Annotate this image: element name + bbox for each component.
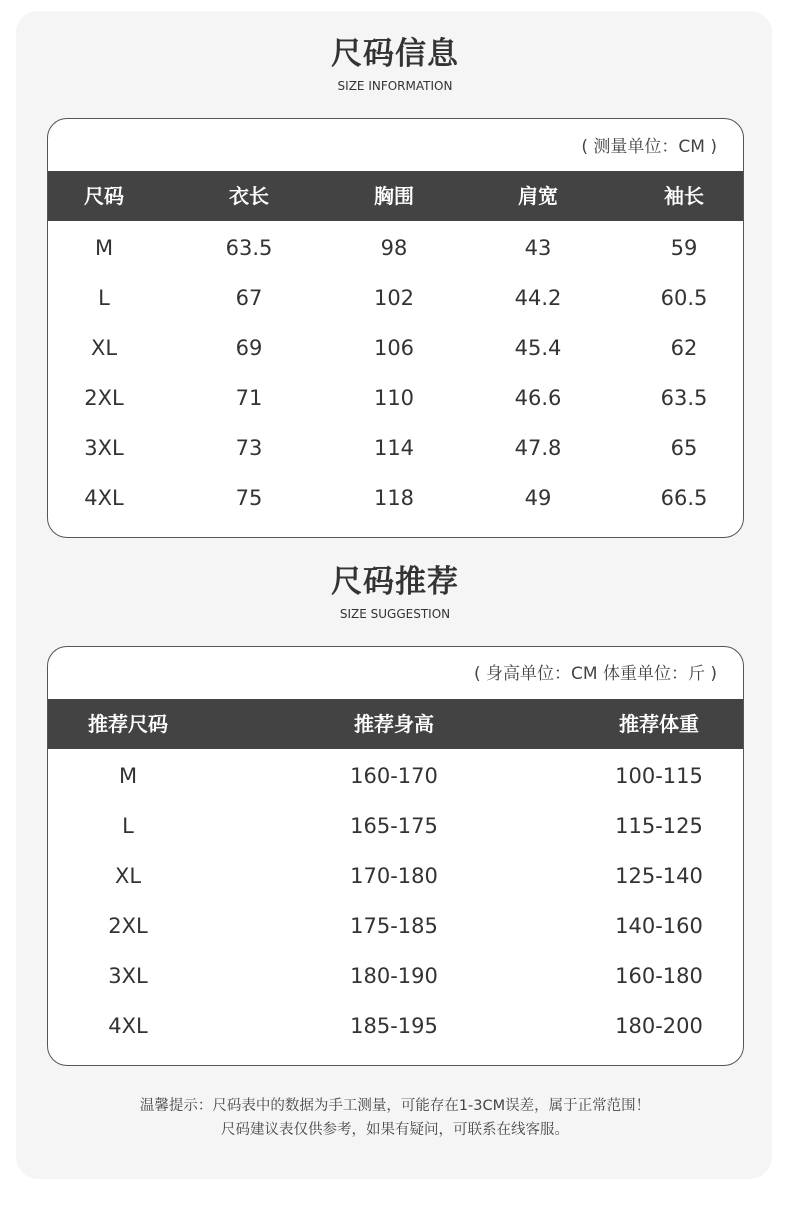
table-row (48, 473, 743, 523)
cell-length: 69 (235, 336, 263, 360)
tip-line-2: 尺码建议表仅供参考，如果有疑问，可联系在线客服。 (221, 1122, 569, 1138)
cell-size: 3XL (84, 436, 124, 460)
cell-shoulder: 46.6 (514, 386, 562, 410)
cell-chest: 106 (373, 336, 415, 360)
cell-length: 73 (235, 436, 263, 460)
cell-size: 4XL (108, 1014, 148, 1038)
cell-chest: 110 (373, 386, 415, 410)
cell-chest: 102 (373, 286, 415, 310)
column-header-recommended-size: 推荐尺码 (88, 712, 168, 736)
cell-size: 3XL (108, 964, 148, 988)
table-row (48, 373, 743, 423)
column-header-chest: 胸围 (374, 184, 414, 208)
cell-sleeve: 59 (670, 236, 698, 260)
cell-size: XL (114, 864, 142, 888)
cell-sleeve: 66.5 (660, 486, 708, 510)
table-row (48, 323, 743, 373)
cell-weight: 115-125 (615, 814, 703, 838)
size-info-subtitle: SIZE INFORMATION (337, 79, 453, 93)
cell-height: 175-185 (350, 914, 438, 938)
size-suggestion-title: 尺码推荐 (331, 564, 459, 600)
column-header-size: 尺码 (84, 184, 124, 208)
column-header-sleeve: 袖长 (664, 184, 704, 208)
size-info-unit-note: ( 测量单位：CM ) (581, 137, 717, 157)
cell-sleeve: 60.5 (660, 286, 708, 310)
table-row (48, 851, 743, 901)
cell-sleeve: 63.5 (660, 386, 708, 410)
cell-weight: 140-160 (615, 914, 703, 938)
size-suggestion-header-row (48, 699, 743, 749)
cell-height: 160-170 (350, 764, 438, 788)
cell-shoulder: 45.4 (514, 336, 562, 360)
cell-weight: 180-200 (615, 1014, 703, 1038)
cell-height: 170-180 (350, 864, 438, 888)
table-row (48, 751, 743, 801)
column-header-length: 衣长 (229, 184, 269, 208)
cell-size: L (122, 814, 134, 838)
cell-weight: 100-115 (615, 764, 703, 788)
cell-weight: 125-140 (615, 864, 703, 888)
size-info-card (47, 118, 744, 538)
cell-height: 180-190 (350, 964, 438, 988)
table-row (48, 801, 743, 851)
size-suggestion-unit-note: ( 身高单位：CM 体重单位：斤 ) (473, 664, 717, 684)
table-row (48, 951, 743, 1001)
cell-size: M (94, 236, 114, 260)
cell-size: 2XL (84, 386, 124, 410)
cell-chest: 118 (373, 486, 415, 510)
size-suggestion-subtitle: SIZE SUGGESTION (339, 607, 451, 621)
cell-shoulder: 44.2 (514, 286, 562, 310)
table-row (48, 901, 743, 951)
cell-size: 2XL (108, 914, 148, 938)
column-header-recommended-height: 推荐身高 (354, 712, 434, 736)
cell-length: 63.5 (225, 236, 273, 260)
cell-length: 75 (235, 486, 263, 510)
column-header-shoulder: 肩宽 (518, 184, 558, 208)
cell-length: 71 (235, 386, 263, 410)
cell-shoulder: 43 (524, 236, 552, 260)
table-row (48, 223, 743, 273)
table-row (48, 1001, 743, 1051)
cell-length: 67 (235, 286, 263, 310)
cell-size: 4XL (84, 486, 124, 510)
cell-weight: 160-180 (615, 964, 703, 988)
cell-sleeve: 62 (670, 336, 698, 360)
table-row (48, 423, 743, 473)
cell-shoulder: 47.8 (514, 436, 562, 460)
size-suggestion-card (47, 646, 744, 1066)
cell-height: 185-195 (350, 1014, 438, 1038)
size-info-header-row (48, 171, 743, 221)
cell-shoulder: 49 (524, 486, 552, 510)
size-info-title: 尺码信息 (331, 36, 459, 72)
cell-sleeve: 65 (670, 436, 698, 460)
column-header-recommended-weight: 推荐体重 (619, 712, 699, 736)
table-row (48, 273, 743, 323)
cell-size: L (98, 286, 110, 310)
tip-line-1: 温馨提示：尺码表中的数据为手工测量，可能存在1-3CM误差，属于正常范围！ (139, 1098, 651, 1114)
cell-chest: 114 (373, 436, 415, 460)
cell-height: 165-175 (350, 814, 438, 838)
cell-size: M (118, 764, 138, 788)
cell-chest: 98 (380, 236, 408, 260)
cell-size: XL (90, 336, 118, 360)
